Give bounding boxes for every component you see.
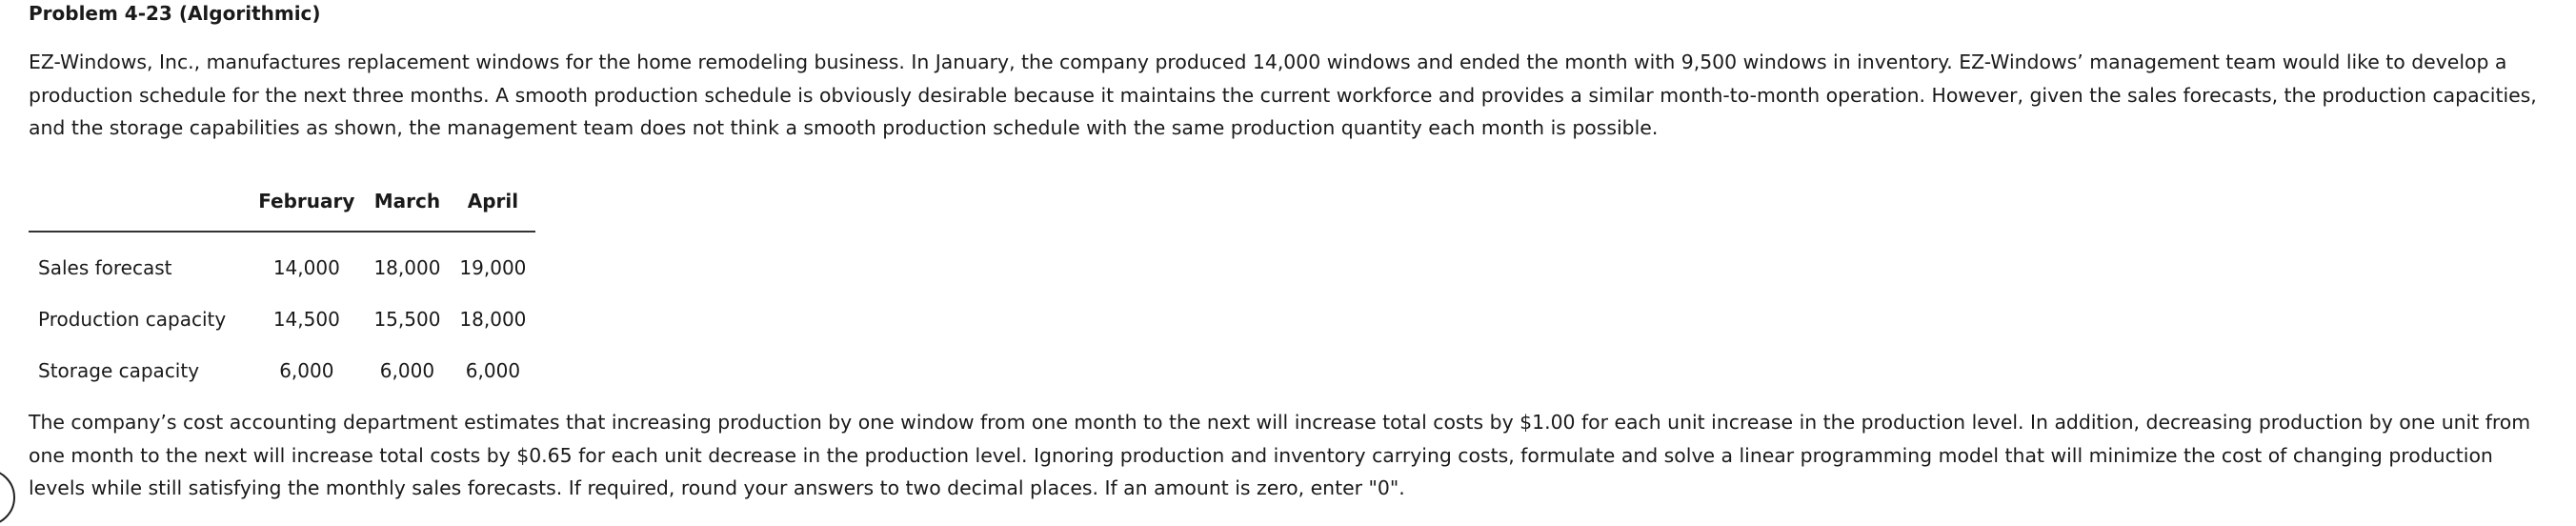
- column-header-march: March: [364, 179, 450, 232]
- table-cell: 6,000: [465, 359, 521, 382]
- row-label: Production capacity: [38, 308, 227, 331]
- circle-icon: [0, 469, 15, 526]
- row-label: Sales forecast: [38, 256, 172, 279]
- table-cell: 6,000: [279, 359, 334, 382]
- problem-intro-paragraph: EZ-Windows, Inc., manufactures replacement windows for the home remodeling business. In January, the company produced 14,000 windows and ended the month with 9,500 windows in inventory. EZ-Windows’ management team would like to develop a production schedule for the next three months. A smooth production schedule is obviously desirable because it maintains the current workforce and provides a similar month-to-month operation. However, given the sales forecasts, the production capacities, and the storage capabilities as shown, the management team does not think a smooth production schedule with the same production quantity each month is possible.: [29, 51, 2537, 139]
- row-label: Storage capacity: [38, 359, 200, 382]
- table-header-row: [29, 179, 535, 232]
- table-cell: 14,000: [272, 256, 340, 279]
- problem-title: Problem 4-23 (Algorithmic): [29, 2, 321, 25]
- table-cell: 18,000: [373, 256, 441, 279]
- table-row-storage-capacity: [29, 345, 535, 396]
- table-corner-cell: [29, 179, 249, 232]
- table-cell: 14,500: [272, 308, 340, 331]
- table-row-sales-forecast: [29, 232, 535, 293]
- table-cell: 19,000: [459, 256, 527, 279]
- forecast-capacity-table: [29, 179, 535, 396]
- column-header-april: April: [450, 179, 535, 232]
- table-cell: 18,000: [459, 308, 527, 331]
- problem-cost-paragraph: The company’s cost accounting department estimates that increasing production by one window from one month to the next will increase total costs by $1.00 for each unit increase in the production level. In addition, decreasing production by one unit from one month to the next will increase total costs by $0.65 for each unit decrease in the production level. Ignoring production and inventory carrying costs, formulate and solve a linear programming model that will minimize the cost of changing production levels while still satisfying the monthly sales forecasts. If required, round your answers to two decimal places. If an amount is zero, enter "0".: [29, 411, 2531, 499]
- table-row-production-capacity: [29, 293, 535, 345]
- table-cell: 6,000: [379, 359, 435, 382]
- column-header-february: February: [249, 179, 364, 232]
- table-cell: 15,500: [373, 308, 441, 331]
